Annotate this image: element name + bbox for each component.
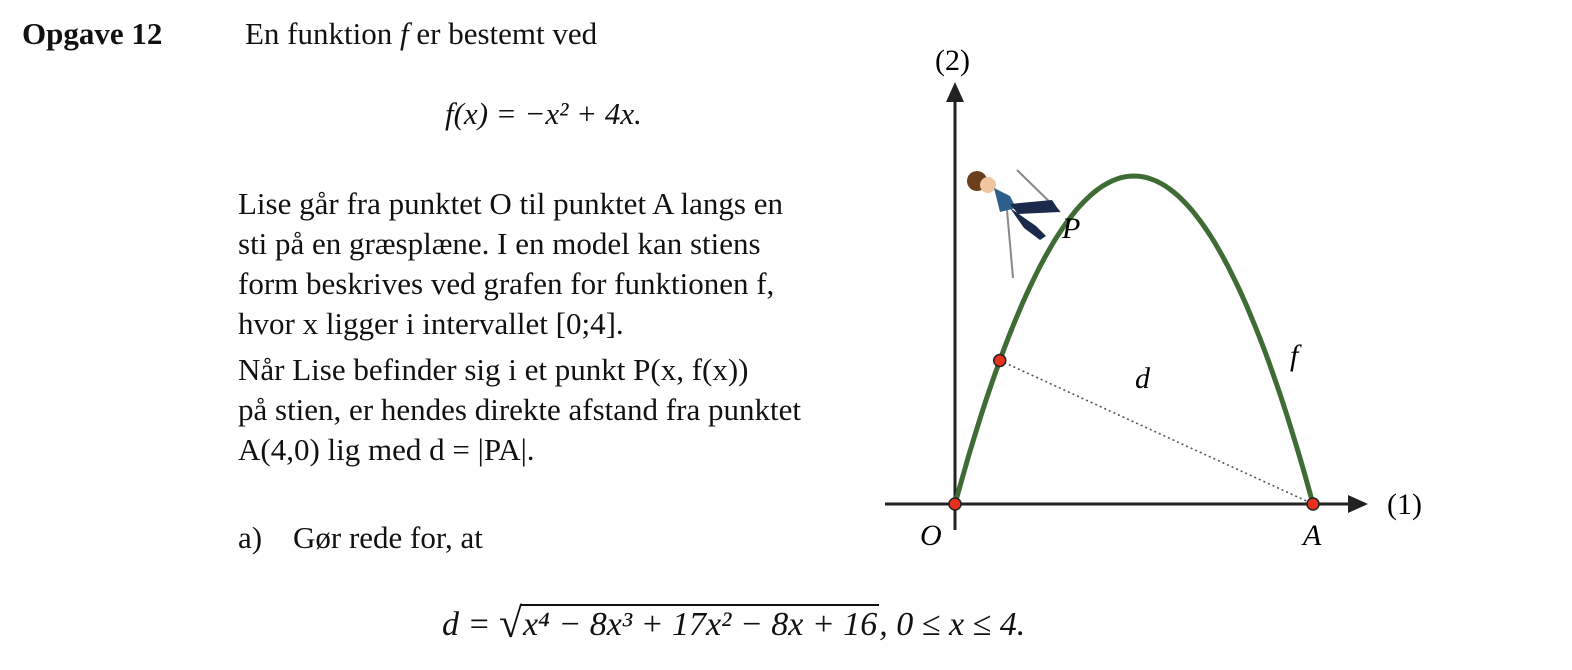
task-text: Gør rede for, at bbox=[293, 520, 483, 555]
point-o bbox=[949, 498, 961, 510]
equation-lhs: d = bbox=[442, 606, 499, 643]
task-a bbox=[238, 520, 483, 556]
paragraph-1-line: Lise går fra punktet O til punktet A langs en bbox=[238, 186, 783, 221]
point-p-label: P bbox=[1062, 212, 1081, 245]
intro-before: En funktion bbox=[245, 16, 400, 51]
point-a bbox=[1307, 498, 1319, 510]
paragraph-1 bbox=[238, 184, 783, 344]
square-root bbox=[498, 601, 879, 647]
paragraph-2-line: på stien, er hendes direkte afstand fra punktet bbox=[238, 392, 801, 427]
paragraph-1-line: sti på en græsplæne. I en model kan stiens bbox=[238, 226, 761, 261]
distance-label: d bbox=[1135, 362, 1150, 395]
origin-label: O bbox=[920, 519, 942, 552]
y-axis-arrow-icon bbox=[946, 82, 964, 102]
point-a-label: A bbox=[1303, 519, 1322, 552]
task-label: a) bbox=[238, 520, 263, 555]
equation-rhs: , 0 ≤ x ≤ 4. bbox=[879, 606, 1026, 643]
x-axis-label: (1) bbox=[1387, 488, 1422, 521]
equation-radicand: x⁴ − 8x³ + 17x² − 8x + 16 bbox=[522, 606, 878, 643]
function-formula bbox=[445, 96, 642, 132]
paragraph-2 bbox=[238, 350, 801, 470]
intro-line bbox=[245, 16, 597, 52]
intro-var: f bbox=[400, 16, 409, 51]
intro-after: er bestemt ved bbox=[408, 16, 598, 51]
x-axis-arrow-icon bbox=[1348, 495, 1368, 513]
distance-line bbox=[1000, 361, 1313, 505]
paragraph-2-line: Når Lise befinder sig i et punkt P(x, f(x)) bbox=[238, 352, 749, 387]
problem-title: Opgave 12 bbox=[22, 16, 163, 51]
hiker-figure bbox=[967, 170, 1060, 278]
paragraph-2-line: A(4,0) lig med d = |PA|. bbox=[238, 432, 535, 467]
point-p bbox=[994, 355, 1006, 367]
paragraph-1-line: hvor x ligger i intervallet [0;4]. bbox=[238, 306, 624, 341]
paragraph-1-line: form beskrives ved grafen for funktionen f, bbox=[238, 266, 775, 301]
function-graph bbox=[860, 30, 1460, 570]
distance-equation bbox=[442, 601, 1026, 647]
radical-sign-icon: √ bbox=[498, 601, 523, 647]
y-axis-label: (2) bbox=[935, 44, 970, 77]
curve-label: f bbox=[1290, 339, 1299, 372]
formula-text: f(x) = −x² + 4x. bbox=[445, 96, 642, 131]
